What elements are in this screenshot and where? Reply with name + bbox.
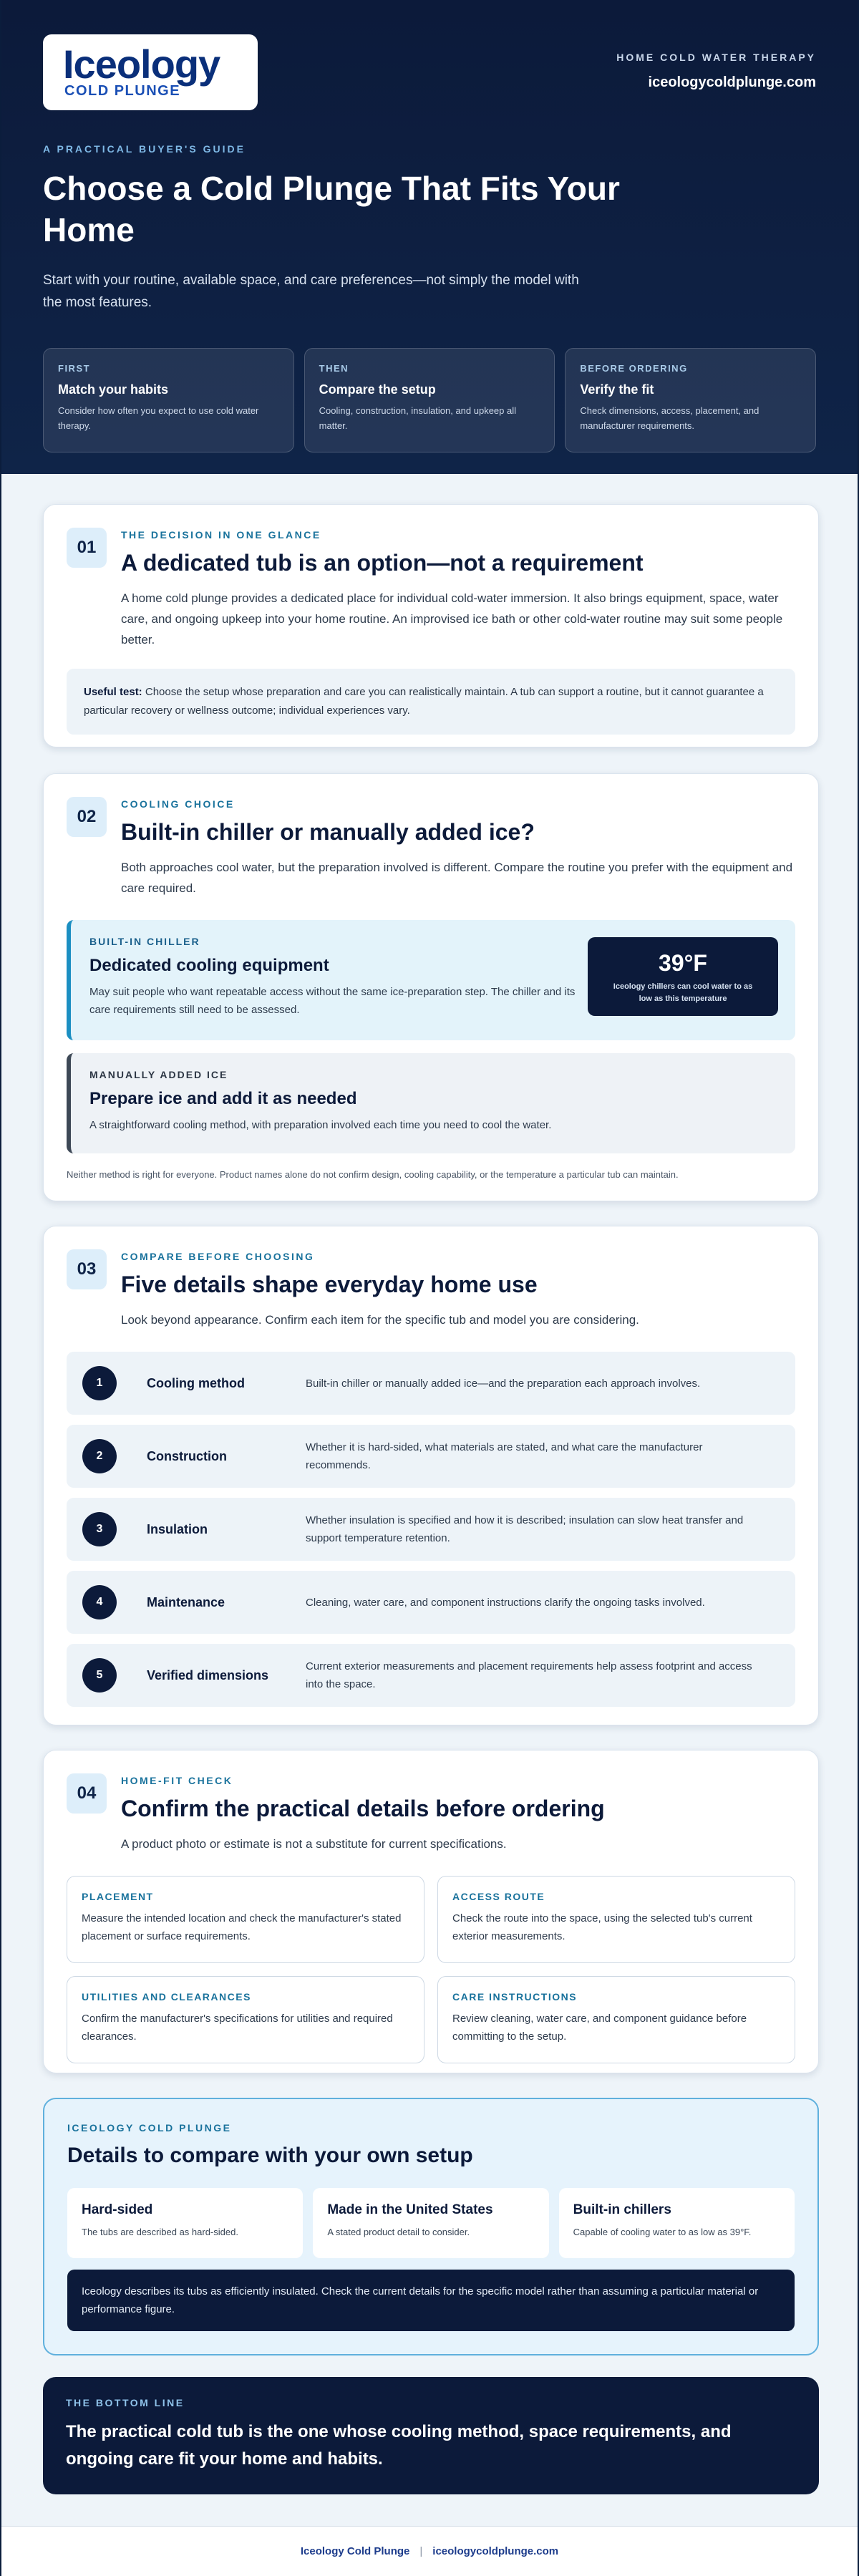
footer-url-link[interactable]: iceologycoldplunge.com: [432, 2545, 559, 2557]
detail-row: [67, 1644, 795, 1707]
brand-eyebrow: ICEOLOGY COLD PLUNGE: [67, 2122, 232, 2134]
hero-step-card: [304, 348, 555, 452]
brand-card-title: Hard-sided: [82, 2202, 153, 2217]
brand-note: Iceology describes its tubs as efficiently insulated. Check the current details for the specific model rather than assuming a particular material or performance figure.: [67, 2270, 795, 2331]
section-home-fit: [43, 1750, 819, 2073]
section-number: 04: [67, 1773, 107, 1814]
fit-card: [67, 1976, 424, 2063]
option-ice: [67, 1053, 795, 1153]
step-title: Verify the fit: [580, 382, 654, 397]
step-title: Match your habits: [58, 382, 169, 397]
fit-card-title: ACCESS ROUTE: [452, 1891, 545, 1902]
section-cooling: [43, 773, 819, 1201]
fit-card-desc: Check the route into the space, using the selected tub's current exterior measurements.: [452, 1912, 752, 1942]
option-title: Dedicated cooling equipment: [89, 956, 329, 975]
brand-title: Details to compare with your own setup: [67, 2144, 473, 2167]
header-url-link[interactable]: iceologycoldplunge.com: [648, 74, 816, 90]
detail-row: [67, 1498, 795, 1561]
section-eyebrow: COMPARE BEFORE CHOOSING: [121, 1251, 315, 1262]
section-eyebrow: COOLING CHOICE: [121, 798, 235, 810]
detail-number: 1: [82, 1366, 117, 1400]
section-title: A dedicated tub is an option—not a requirement: [121, 550, 644, 576]
step-kicker: BEFORE ORDERING: [580, 363, 688, 374]
detail-text: Whether it is hard-sided, what materials are stated, and what care the manufacturer recommends.: [306, 1441, 703, 1471]
brand-cards: [67, 2188, 795, 2258]
detail-row: [67, 1352, 795, 1415]
section-eyebrow: HOME-FIT CHECK: [121, 1775, 233, 1786]
temperature-value: 39°F: [659, 950, 707, 976]
section-title: Confirm the practical details before ordering: [121, 1796, 605, 1821]
logo-wordmark: Iceology: [63, 41, 220, 87]
detail-name: Maintenance: [147, 1594, 225, 1609]
fit-card-desc: Confirm the manufacturer's specifications for utilities and required clearances.: [82, 2013, 393, 2043]
section-number: 02: [67, 797, 107, 837]
hero-header: [1, 0, 858, 474]
brand-card-desc: The tubs are described as hard-sided.: [82, 2227, 238, 2237]
option-desc: May suit people who want repeatable access without the same ice-preparation step. The chiller and its care requirements still need to be assessed.: [89, 986, 576, 1016]
fit-card: [437, 1976, 795, 2063]
option-title: Prepare ice and add it as needed: [89, 1089, 357, 1108]
hero-lead: Start with your routine, available space, and care preferences—not simply the model with the most features.: [43, 273, 579, 310]
fit-card: [437, 1876, 795, 1963]
detail-text: Built-in chiller or manually added ice—and the preparation each approach involves.: [306, 1377, 701, 1390]
section-decision: [43, 504, 819, 747]
option-chiller: [67, 920, 795, 1040]
brand-card-desc: A stated product detail to consider.: [327, 2227, 470, 2237]
section-number: 01: [67, 528, 107, 568]
step-title: Compare the setup: [319, 382, 436, 397]
brand-card-title: Made in the United States: [327, 2202, 493, 2217]
bottom-line-eyebrow: THE BOTTOM LINE: [66, 2397, 185, 2408]
brand-card: [559, 2188, 795, 2258]
footer-brand-link[interactable]: Iceology Cold Plunge: [300, 2545, 410, 2557]
step-kicker: THEN: [319, 363, 349, 374]
section-compare: [43, 1226, 819, 1725]
detail-row: [67, 1425, 795, 1488]
temperature-note: Iceology chillers can cool water to as low as this temperature: [613, 982, 753, 1003]
detail-name: Construction: [147, 1448, 227, 1463]
option-eyebrow: BUILT-IN CHILLER: [89, 936, 200, 947]
hero-step-card: [43, 348, 294, 452]
brand-card: [67, 2188, 303, 2258]
brand-logo[interactable]: [43, 34, 258, 110]
useful-test-label: Useful test:: [84, 686, 142, 698]
fit-checklist: [67, 1876, 795, 2063]
footer-separator: |: [419, 2545, 423, 2557]
cooling-disclaimer: Neither method is right for everyone. Product names alone do not confirm design, cooling capability, or the temperature a particular tub can maintain.: [67, 1169, 679, 1180]
step-desc: Cooling, construction, insulation, and upkeep all matter.: [319, 405, 517, 431]
detail-list: [67, 1352, 795, 1707]
section-number: 03: [67, 1249, 107, 1289]
fit-card: [67, 1876, 424, 1963]
detail-text: Whether insulation is specified and how it is described; insulation can slow heat transfer and support temperature retention.: [306, 1514, 744, 1544]
detail-name: Verified dimensions: [147, 1667, 269, 1682]
page-title: Choose a Cold Plunge That Fits Your Home: [43, 170, 620, 248]
fit-card-title: CARE INSTRUCTIONS: [452, 1991, 578, 2003]
brand-card-desc: Capable of cooling water to as low as 39°F.: [573, 2227, 752, 2237]
section-desc: A home cold plunge provides a dedicated place for individual cold-water immersion. It also brings equipment, space, water care, and ongoing upkeep into your home routine. An improvised ice bath or other cold-water routine may suit some people better.: [121, 591, 783, 647]
detail-number: 2: [82, 1439, 117, 1473]
brand-card: [313, 2188, 548, 2258]
step-desc: Check dimensions, access, placement, and manufacturer requirements.: [580, 405, 759, 431]
detail-text: Current exterior measurements and placement requirements help assess footprint and access into the space.: [306, 1660, 752, 1690]
useful-test-callout: [67, 669, 795, 735]
detail-name: Insulation: [147, 1521, 208, 1536]
section-title: Built-in chiller or manually added ice?: [121, 819, 535, 845]
section-title: Five details shape everyday home use: [121, 1272, 538, 1297]
hero-eyebrow: A PRACTICAL BUYER'S GUIDE: [43, 143, 246, 155]
bottom-line: [43, 2377, 819, 2494]
section-desc: Both approaches cool water, but the preparation involved is different. Compare the routine you prefer with the equipment and care required.: [121, 861, 793, 895]
useful-test-text: Choose the setup whose preparation and care you can realistically maintain. A tub can support a routine, but it cannot guarantee a particular recovery or wellness outcome; individual experiences vary.: [84, 686, 764, 717]
detail-number: 3: [82, 1512, 117, 1546]
step-desc: Consider how often you expect to use cold water therapy.: [58, 405, 259, 431]
detail-name: Cooling method: [147, 1375, 245, 1390]
fit-card-title: PLACEMENT: [82, 1891, 154, 1902]
option-eyebrow: MANUALLY ADDED ICE: [89, 1069, 228, 1080]
section-desc: A product photo or estimate is not a substitute for current specifications.: [121, 1837, 507, 1851]
footer: [1, 2526, 858, 2576]
hero-step-card: [565, 348, 816, 452]
temperature-card: [588, 937, 778, 1016]
logo-subtitle: COLD PLUNGE: [64, 82, 181, 99]
fit-card-title: UTILITIES AND CLEARANCES: [82, 1991, 251, 2003]
step-kicker: FIRST: [58, 363, 91, 374]
section-desc: Look beyond appearance. Confirm each item for the specific tub and model you are considering.: [121, 1313, 639, 1327]
brand-card-title: Built-in chillers: [573, 2202, 671, 2217]
detail-number: 5: [82, 1658, 117, 1693]
detail-text: Cleaning, water care, and component instructions clarify the ongoing tasks involved.: [306, 1596, 705, 1609]
detail-row: [67, 1571, 795, 1634]
section-eyebrow: THE DECISION IN ONE GLANCE: [121, 529, 321, 541]
hero-steps: [43, 348, 816, 452]
detail-number: 4: [82, 1585, 117, 1619]
bottom-line-text: The practical cold tub is the one whose cooling method, space requirements, and ongoing care fit your home and habits.: [66, 2422, 732, 2469]
hero-right: [616, 52, 816, 91]
brand-details: [43, 2098, 819, 2355]
fit-card-desc: Review cleaning, water care, and component guidance before committing to the setup.: [452, 2013, 747, 2043]
header-kicker: HOME COLD WATER THERAPY: [616, 52, 816, 63]
fit-card-desc: Measure the intended location and check the manufacturer's stated placement or surface requirements.: [82, 1912, 402, 1942]
option-desc: A straightforward cooling method, with preparation involved each time you need to cool the water.: [89, 1119, 552, 1131]
